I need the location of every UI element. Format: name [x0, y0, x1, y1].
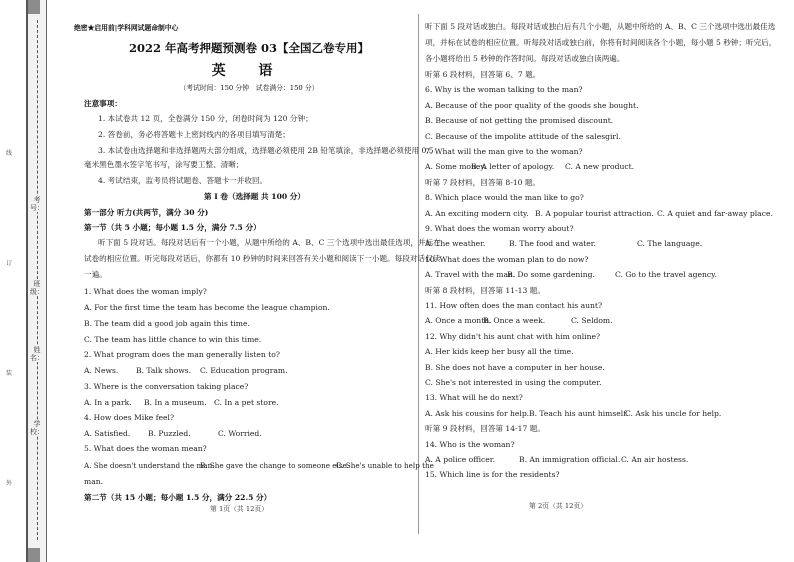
option: C. The language. — [637, 239, 703, 249]
option: C. In a pet store. — [214, 398, 279, 407]
material-heading: 听第 8 段材料，回答第 11-13 题。 — [425, 285, 545, 295]
question: 10. What does the woman plan to do now? — [425, 254, 589, 264]
option: C. Go to the travel agency. — [615, 270, 717, 280]
option: A. A police officer. — [425, 455, 496, 464]
question: 14. Who is the woman? — [425, 439, 515, 449]
option: C. She's unable to help the — [336, 461, 434, 470]
question: 2. What program does the man generally listen to? — [84, 350, 280, 359]
column-divider — [418, 14, 419, 534]
option: B. A letter of apology. — [471, 162, 555, 172]
material-heading: 听第 9 段材料，回答第 14-17 题。 — [425, 424, 545, 434]
name-label: 姓名： — [30, 346, 44, 362]
option: C. Seldom. — [571, 316, 613, 326]
part-one-heading: 第 I 卷（选择题 共 100 分） — [204, 192, 305, 201]
right-column — [425, 0, 777, 562]
option: B. In a museum. — [144, 398, 207, 407]
option: C. Because of the impolite attitude of the salesgirl. — [425, 131, 621, 141]
question: 11. How often does the man contact his aunt? — [425, 301, 603, 310]
subject-title: 英 语 — [211, 63, 287, 79]
instructions-line: 一遍。 — [84, 270, 107, 279]
subsection-one-heading: 第一节（共 5 小题；每小题 1.5 分，满分 7.5 分） — [84, 223, 261, 232]
material-heading: 听第 6 段材料，回答第 6、7 题。 — [425, 70, 541, 79]
instructions-line: 项，并标在试卷的相应位置。听每段对话或独白前，你将有时间阅读各个小题，每小题 5 秒钟；听完后， — [425, 38, 777, 47]
instructions-line: 听下面 5 段对话或独白。每段对话或独白后有几个小题，从题中所给的 A、B、C 三个选项中选出最佳选 — [425, 22, 776, 31]
note-item: 1. 本试卷共 12 页，全卷满分 150 分，闭卷时间为 120 分钟； — [98, 114, 313, 123]
instructions-line: 听下面 5 段对话。每段对话后有一个小题，从题中所给的 A、B、C 三个选项中选出最佳选项，并标在 — [98, 238, 441, 247]
notes-heading: 注意事项： — [84, 99, 122, 108]
exam-info: （考试时间：150 分钟 试卷满分：150 分） — [179, 84, 319, 92]
strip-mark: 订 — [5, 260, 12, 267]
option: C. A new product. — [565, 162, 635, 172]
strip-mark: 装 — [5, 370, 12, 377]
option: B. Once a week. — [483, 316, 546, 326]
side-bar-bottom — [28, 548, 40, 562]
exam-title: 2022 年高考押题预测卷 03【全国乙卷专用】 — [128, 41, 369, 55]
option: C. An air hostess. — [621, 455, 689, 464]
note-item: 3. 本试卷由选择题和非选择题两大部分组成，选择题必须使用 2B 铅笔填涂，非选择题必须使用 0.5 — [98, 146, 434, 155]
option: B. Talk shows. — [136, 366, 192, 375]
strip-mark: 外 — [5, 480, 12, 487]
question: 13. What will he do next? — [425, 393, 523, 403]
option: A. The weather. — [425, 239, 486, 249]
option: A. Travel with the man. — [425, 270, 516, 280]
option: B. Because of not getting the promised discount. — [425, 116, 614, 126]
option: A. In a park. — [84, 398, 132, 407]
option: A. Some money. — [425, 162, 487, 172]
question: 1. What does the woman imply? — [84, 287, 207, 296]
option: C. Education program. — [200, 366, 288, 375]
binding-strip — [0, 0, 22, 562]
note-item: 4. 考试结束，监考员将试题卷、答题卡一并收回。 — [98, 176, 268, 185]
page-footer: 第 1页（共 12页） — [210, 505, 269, 513]
option: B. An immigration official. — [519, 455, 621, 464]
instructions-line: 试卷的相应位置。听完每段对话后，你都有 10 秒钟的时间来回答有关小题和阅读下一小题。每段对话仅读 — [84, 254, 441, 263]
subsection-two-heading: 第二节（共 15 小题；每小题 1.5 分，满分 22.5 分） — [84, 493, 272, 502]
option: C. She's not interested in using the computer. — [425, 378, 602, 387]
option: B. Puzzled. — [148, 429, 191, 438]
material-heading: 听第 7 段材料，回答第 8-10 题。 — [425, 177, 541, 187]
option: B. The food and water. — [509, 239, 596, 249]
school-label: 学校： — [30, 420, 44, 436]
option: C. A quiet and far-away place. — [657, 208, 773, 218]
option: B. The team did a good job again this time. — [84, 319, 250, 328]
option: B. Teach his aunt himself. — [529, 408, 629, 418]
question: 8. Which place would the man like to go? — [425, 193, 584, 203]
option: A. Satisfied. — [84, 429, 131, 438]
option: C. Worried. — [218, 429, 262, 438]
option: B. She gave the change to someone else. — [200, 461, 350, 470]
option: C. The team has little chance to win this time. — [84, 335, 262, 344]
note-item: 毫米黑色墨水签字笔书写，涂写要工整、清晰； — [84, 160, 244, 169]
option: A. For the first time the team has become the league champion. — [84, 303, 330, 312]
option: B. Do some gardening. — [507, 270, 595, 280]
option: B. A popular tourist attraction. — [535, 208, 654, 218]
option: A. She doesn't understand the man. — [84, 461, 215, 470]
question: 4. How does Mike feel? — [84, 413, 175, 422]
section-one-heading: 第一部分 听力(共两节，满分 30 分) — [84, 208, 209, 217]
exam-number-label: 考号： — [30, 196, 44, 212]
question: 12. Why didn't his aunt chat with him online? — [425, 331, 601, 341]
question: 5. What does the woman mean? — [84, 444, 207, 453]
question: 7. What will the man give to the woman? — [425, 147, 583, 156]
question: 3. Where is the conversation taking place? — [84, 382, 249, 391]
option: C. Ask his uncle for help. — [625, 408, 722, 418]
option: B. She does not have a computer in her house. — [425, 362, 605, 372]
option: A. Ask his cousins for help. — [425, 408, 530, 418]
class-label: 班级： — [30, 280, 44, 296]
option: A. An exciting modern city. — [425, 208, 529, 218]
question: 6. Why is the woman talking to the man? — [425, 85, 583, 95]
question: 9. What does the woman worry about? — [425, 224, 574, 233]
option: A. Once a month. — [425, 316, 492, 326]
side-bar-top — [28, 0, 40, 14]
option: A. Her kids keep her busy all the time. — [425, 347, 574, 357]
instructions-line: 各小题将给出 5 秒钟的作答时间。每段对话或独白读两遍。 — [425, 54, 625, 63]
option-continued: man. — [84, 477, 104, 486]
note-item: 2. 答卷前，务必将答题卡上密封线内的各项目填写清楚； — [98, 130, 290, 139]
seal-line-column — [26, 0, 47, 562]
option: A. Because of the poor quality of the goods she bought. — [425, 100, 639, 110]
strip-mark: 线 — [5, 150, 12, 157]
option: A. News. — [84, 366, 119, 375]
confidential-stamp: 绝密★启用前|学科网试题命制中心 — [74, 24, 179, 32]
question: 15. Which line is for the residents? — [425, 470, 560, 480]
left-column — [84, 0, 441, 562]
page-footer: 第 2页（共 12页） — [529, 502, 588, 510]
